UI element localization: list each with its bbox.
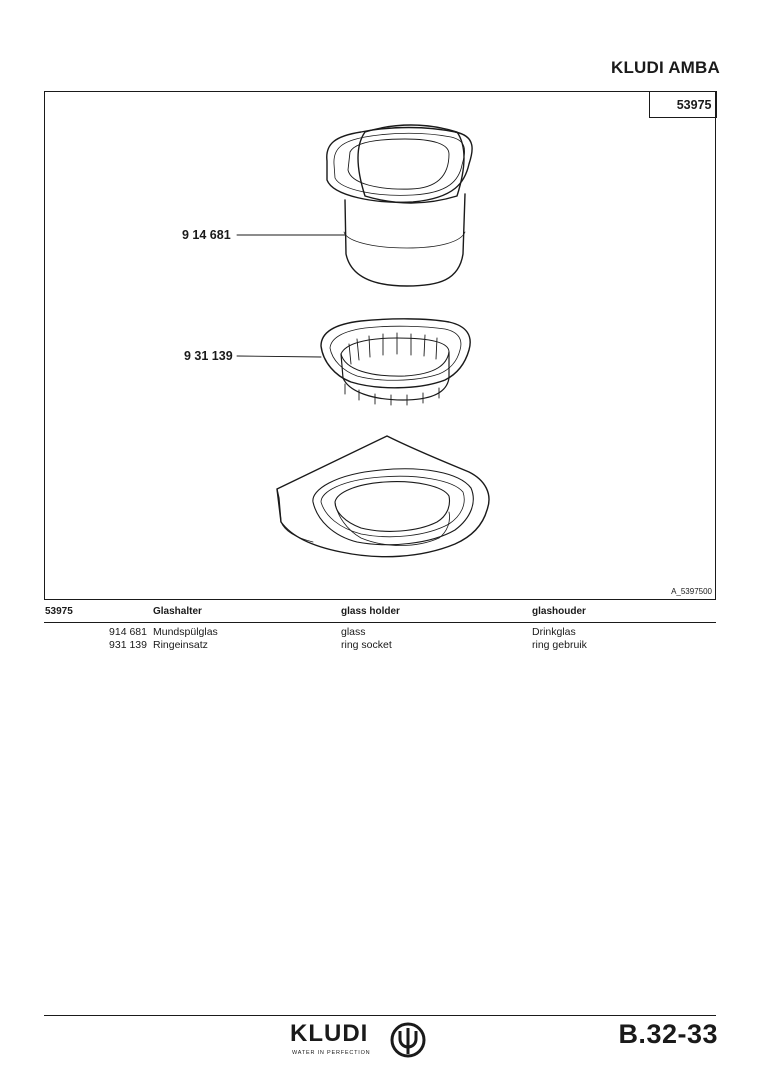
part-english: ring socket [341,639,392,651]
part-dutch: Drinkglas [532,626,576,638]
table-row [44,626,716,639]
table-row [44,639,716,652]
footer-divider [44,1015,716,1016]
exploded-drawing [44,91,716,600]
product-illustration [45,92,715,599]
part-number: 931 139 [109,639,147,651]
part-english: glass [341,626,366,638]
logo-wordmark: KLUDI [290,1020,369,1047]
header-german: Glashalter [153,606,202,617]
parts-table-header [44,604,716,623]
part-german: Ringeinsatz [153,639,208,651]
part-german: Mundspülglas [153,626,218,638]
drawing-reference: A_5397500 [671,587,712,596]
part-dutch: ring gebruik [532,639,587,651]
header-dutch: glashouder [532,606,586,617]
part-number: 914 681 [109,626,147,638]
logo-tagline: WATER IN PERFECTION [292,1050,371,1056]
brand-title: KLUDI AMBA [610,58,720,77]
kludi-emblem-icon [390,1022,426,1058]
article-number-box: 53975 [649,91,717,118]
glass-drawing [327,125,472,286]
page-code: B.32-33 [618,1019,718,1049]
holder-drawing [277,436,489,557]
callout-ring: 9 31 139 [184,349,233,363]
header-article: 53975 [45,606,73,617]
ring-drawing [321,319,470,405]
callout-glass: 9 14 681 [182,228,231,242]
leader-line-ring [237,356,321,357]
header-english: glass holder [341,606,400,617]
